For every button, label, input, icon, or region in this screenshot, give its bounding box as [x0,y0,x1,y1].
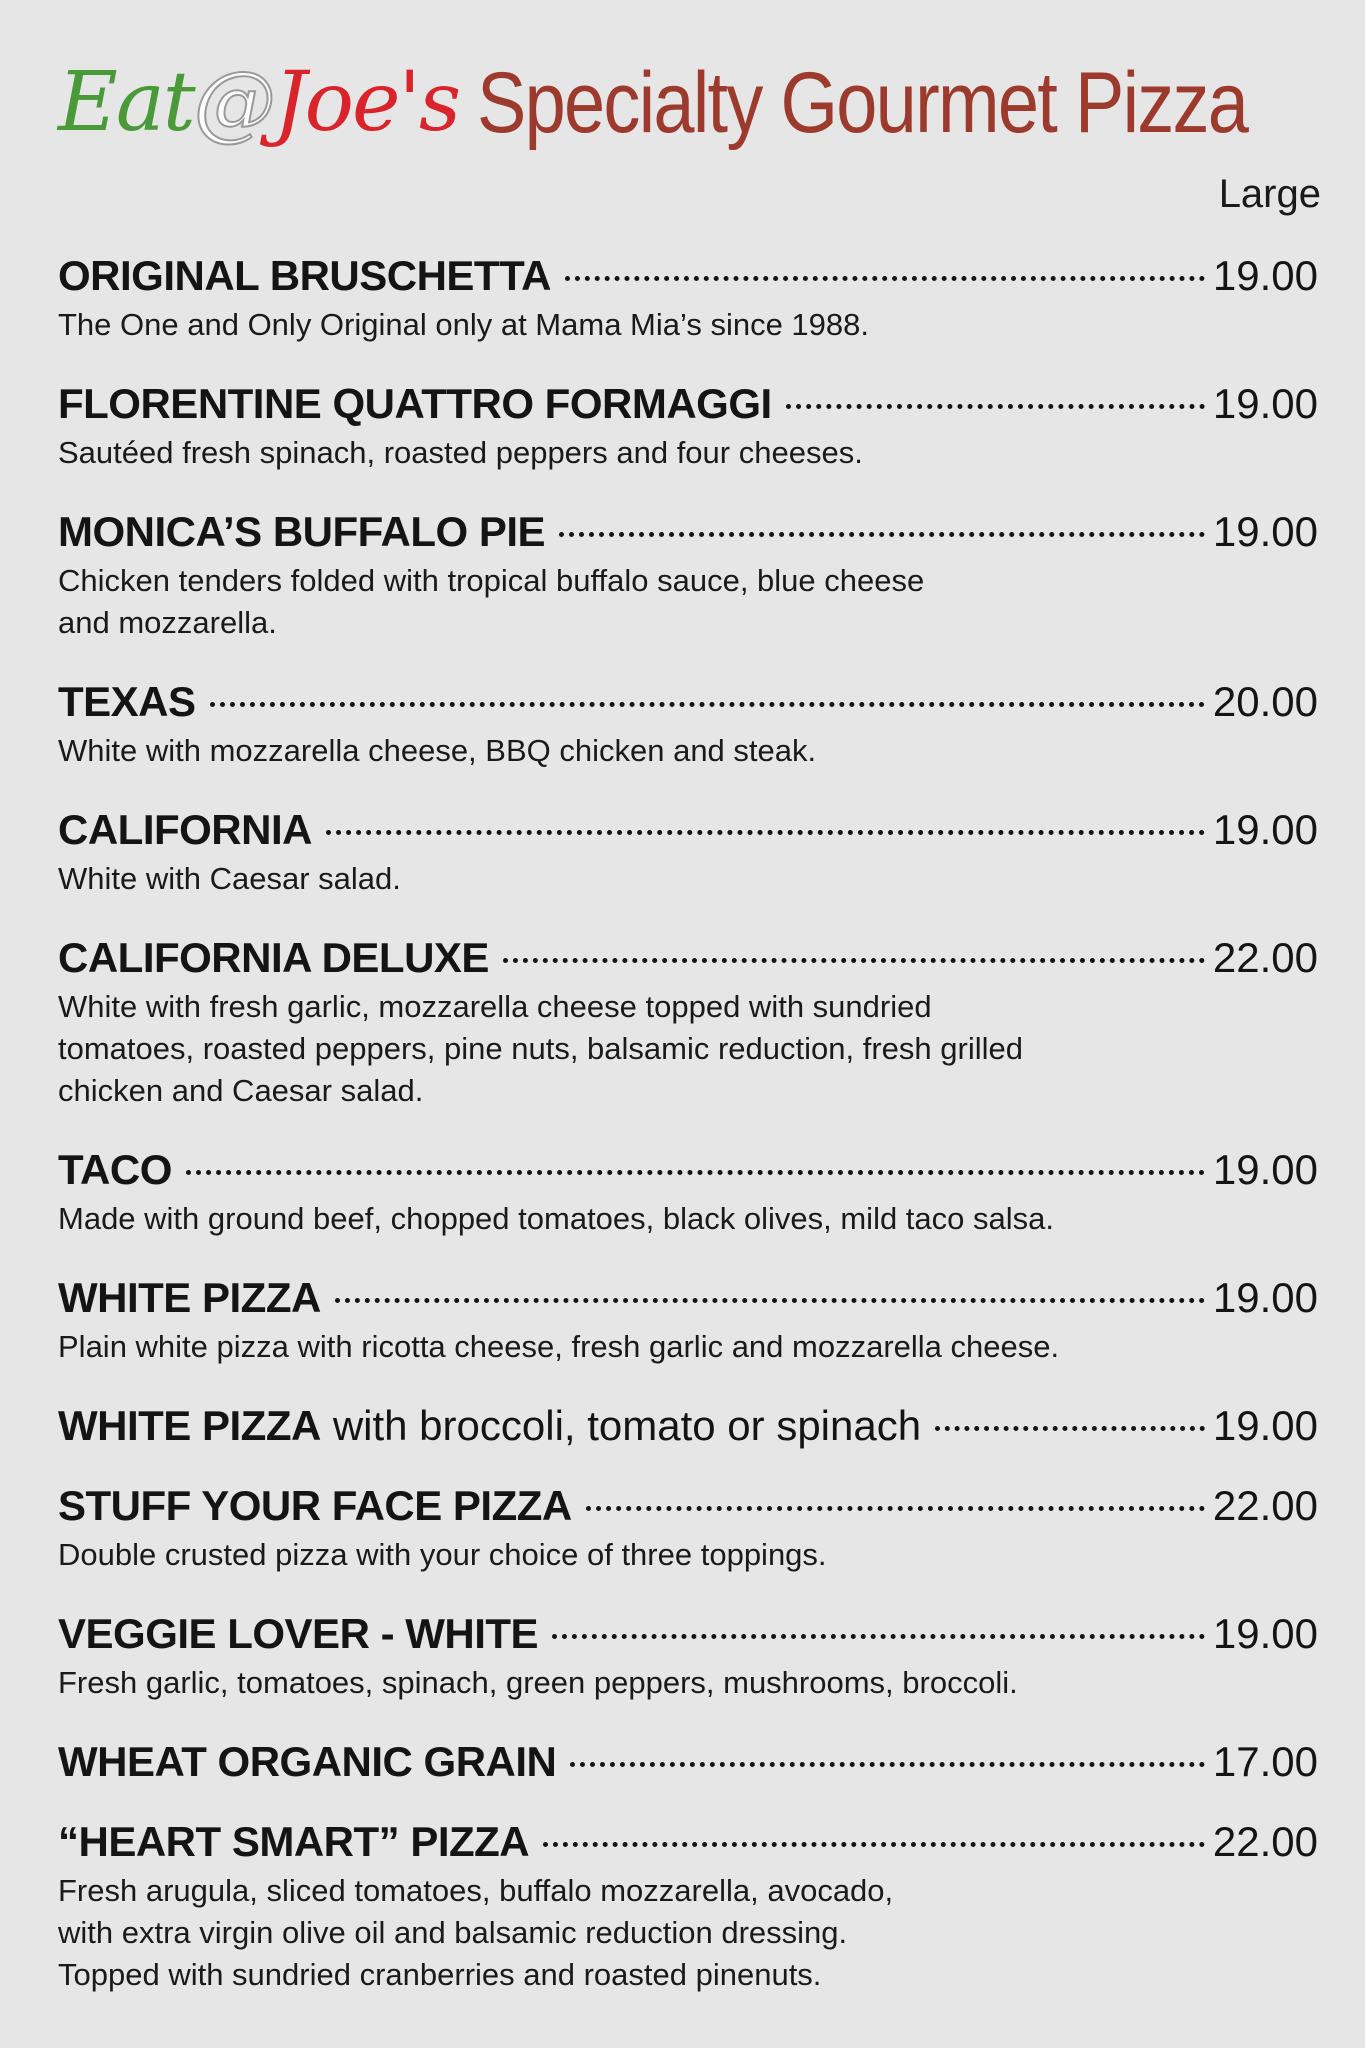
menu-item-description [58,730,1278,772]
description-line: Sautéed fresh spinach, roasted peppers and four cheeses. [58,435,863,470]
menu-item-price: 22.00 [1212,1818,1318,1865]
menu-item-row [58,252,1318,302]
description-line: Chicken tenders folded with tropical buffalo sauce, blue cheese [58,563,925,598]
menu-item-price: 19.00 [1212,806,1318,853]
page-title: Specialty Gourmet Pizza [477,55,1248,151]
dot-leader [559,532,1205,537]
menu-item-price: 19.00 [1212,508,1318,555]
menu-item [58,508,1318,644]
menu-item [58,1818,1318,1996]
description-line: Fresh arugula, sliced tomatoes, buffalo mozzarella, avocado, [58,1873,894,1908]
menu-item-price: 19.00 [1212,252,1318,299]
menu-item-name: WHITE PIZZA [58,1274,321,1321]
description-line: White with fresh garlic, mozzarella cheese topped with sundried [58,989,932,1024]
description-line: The One and Only Original only at Mama Mia’s since 1988. [58,307,869,342]
menu-item-name: CALIFORNIA [58,806,312,853]
description-line: White with mozzarella cheese, BBQ chicken and steak. [58,733,817,768]
menu-item-row [58,1402,1318,1452]
menu-item-price: 20.00 [1212,678,1318,725]
menu-item-name: “HEART SMART” PIZZA [58,1818,530,1865]
menu-item-price: 19.00 [1212,1610,1318,1657]
menu-item-suffix: with broccoli, tomato or spinach [332,1402,922,1449]
menu-item-price: 19.00 [1212,1146,1318,1193]
menu-item [58,1738,1318,1788]
menu-item-price: 19.00 [1212,380,1318,427]
menu-item-description [58,432,1278,474]
menu-item [58,934,1318,1112]
menu-item-name: MONICA’S BUFFALO PIE [58,508,546,555]
dot-leader [186,1170,1205,1175]
dot-leader [552,1634,1205,1639]
brand-logo [58,48,459,158]
dot-leader [786,404,1205,409]
description-line: Made with ground beef, chopped tomatoes, black olives, mild taco salsa. [58,1201,1054,1236]
menu-item-description [58,560,1278,644]
menu-item-name: VEGGIE LOVER - WHITE [58,1610,539,1657]
brand-eat: Eat [58,55,194,150]
dot-leader [210,702,1205,707]
menu-list [58,252,1318,2030]
menu-header [58,48,1308,158]
dot-leader [543,1842,1205,1847]
description-line: and mozzarella. [58,605,277,640]
menu-item-row [58,1146,1318,1196]
dot-leader [503,958,1205,963]
menu-item-description [58,1326,1278,1368]
menu-item-price: 19.00 [1212,1274,1318,1321]
description-line: White with Caesar salad. [58,861,401,896]
brand-at: @ [193,55,274,150]
menu-item-description [58,1198,1278,1240]
menu-item [58,380,1318,474]
menu-item-name: WHITE PIZZA [58,1402,321,1449]
description-line: chicken and Caesar salad. [58,1073,424,1108]
menu-item-description [58,1534,1278,1576]
dot-leader [335,1298,1205,1303]
menu-item-price: 17.00 [1212,1738,1318,1785]
menu-item-name: WHEAT ORGANIC GRAIN [58,1738,557,1785]
menu-item-row [58,1738,1318,1788]
menu-item-name: TACO [58,1146,172,1193]
menu-item-description [58,1870,1278,1996]
menu-item-row [58,678,1318,728]
menu-item [58,1274,1318,1368]
menu-item-row [58,806,1318,856]
dot-leader [586,1506,1205,1511]
size-label: Large [1218,172,1321,216]
brand-joes: Joe's [273,55,460,150]
menu-item-row [58,380,1318,430]
menu-item-name: ORIGINAL BRUSCHETTA [58,252,551,299]
menu-item-row [58,1818,1318,1868]
menu-item-description [58,304,1278,346]
menu-item-row [58,1610,1318,1660]
description-line: with extra virgin olive oil and balsamic reduction dressing. [58,1915,848,1950]
menu-item [58,1146,1318,1240]
menu-item-row [58,934,1318,984]
description-line: Plain white pizza with ricotta cheese, fresh garlic and mozzarella cheese. [58,1329,1060,1364]
menu-item [58,1610,1318,1704]
menu-item-name: FLORENTINE QUATTRO FORMAGGI [58,380,772,427]
dot-leader [565,276,1205,281]
menu-item-description [58,986,1278,1112]
description-line: tomatoes, roasted peppers, pine nuts, balsamic reduction, fresh grilled [58,1031,1023,1066]
description-line: Topped with sundried cranberries and roasted pinenuts. [58,1957,822,1992]
description-line: Double crusted pizza with your choice of three toppings. [58,1537,827,1572]
menu-item-name: STUFF YOUR FACE PIZZA [58,1482,572,1529]
menu-item [58,678,1318,772]
menu-item-price: 19.00 [1212,1402,1318,1449]
menu-item-name: TEXAS [58,678,196,725]
menu-item [58,806,1318,900]
menu-item [58,252,1318,346]
menu-item [58,1482,1318,1576]
menu-item-row [58,508,1318,558]
dot-leader [570,1762,1205,1767]
menu-item-row [58,1482,1318,1532]
description-line: Fresh garlic, tomatoes, spinach, green peppers, mushrooms, broccoli. [58,1665,1018,1700]
dot-leader [935,1426,1205,1431]
menu-item-price: 22.00 [1212,1482,1318,1529]
menu-item-price: 22.00 [1212,934,1318,981]
menu-item-name: CALIFORNIA DELUXE [58,934,489,981]
menu-item-row [58,1274,1318,1324]
dot-leader [326,830,1205,835]
menu-item-description [58,858,1278,900]
menu-item [58,1402,1318,1452]
menu-item-description [58,1662,1278,1704]
